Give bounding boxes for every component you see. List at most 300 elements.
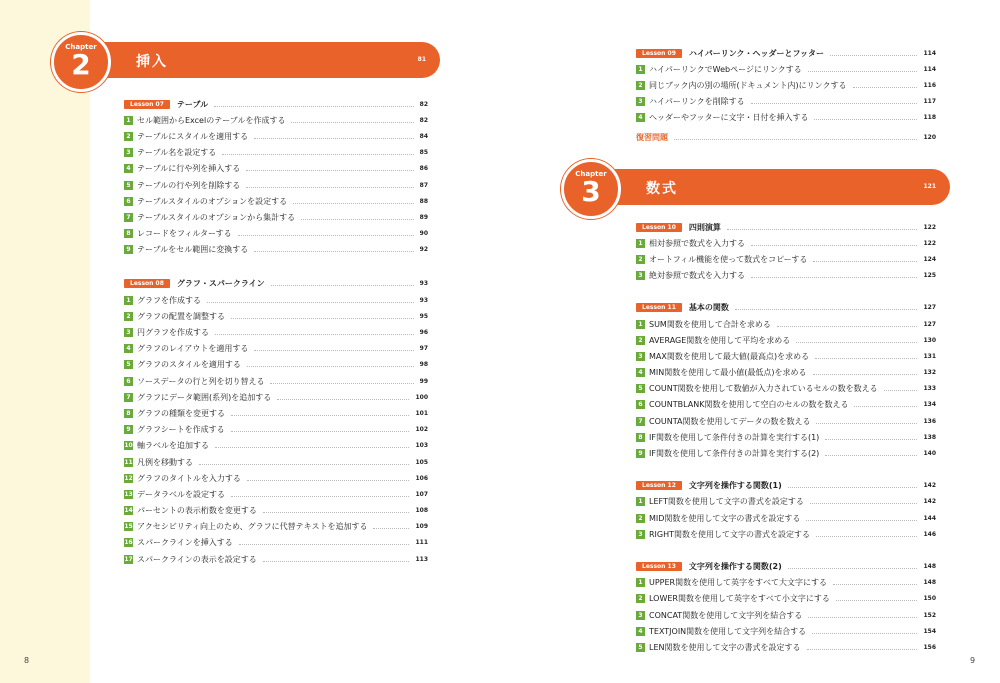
item-number-badge: 7 <box>124 213 133 222</box>
item-page: 101 <box>415 409 428 417</box>
dot-leader <box>231 415 409 416</box>
item-title: AVERAGE関数を使用して平均を求める <box>649 335 791 345</box>
toc-item[interactable] <box>636 365 936 381</box>
dot-leader <box>751 277 917 278</box>
item-title: パーセントの表示桁数を変更する <box>137 506 257 516</box>
item-title: ハイパーリンクを削除する <box>649 97 745 107</box>
item-number-badge: 16 <box>124 539 133 547</box>
toc-item[interactable] <box>124 503 428 519</box>
toc-item[interactable] <box>636 381 936 397</box>
lesson-title: 四則演算 <box>688 222 721 232</box>
lesson-07-section <box>124 96 428 258</box>
chapter-number: 3 <box>581 175 601 208</box>
item-page: 118 <box>923 114 936 122</box>
toc-item[interactable] <box>124 308 428 324</box>
toc-item[interactable] <box>124 209 428 225</box>
item-page: 117 <box>923 98 936 106</box>
item-page: 146 <box>923 530 936 538</box>
toc-item[interactable] <box>636 494 936 510</box>
item-title: UPPER関数を使用して英字をすべて大文字にする <box>649 578 827 588</box>
item-page: 90 <box>419 230 428 238</box>
item-title: 軸ラベルを追加する <box>137 441 209 451</box>
lesson-title: 文字列を操作する関数(1) <box>688 481 782 491</box>
dot-leader <box>806 520 917 521</box>
item-number-badge: 8 <box>124 409 133 418</box>
chapter-3-header <box>568 169 950 208</box>
chapter-3-badge <box>561 159 621 219</box>
item-number-badge: 10 <box>124 442 133 450</box>
item-page: 134 <box>923 401 936 409</box>
item-page: 84 <box>419 132 428 140</box>
item-page: 89 <box>419 213 428 221</box>
toc-item[interactable] <box>636 575 936 591</box>
item-number-badge: 17 <box>124 555 133 563</box>
item-title: RIGHT関数を使用して文字の書式を設定する <box>649 529 811 539</box>
item-number-badge: 3 <box>636 352 645 361</box>
toc-item[interactable] <box>636 61 936 77</box>
lesson-09-section <box>636 45 936 145</box>
item-title: テーブルをセル範囲に変換する <box>137 245 249 255</box>
item-number-badge: 2 <box>636 336 645 345</box>
item-page: 85 <box>419 149 428 157</box>
page-number-right: 9 <box>970 656 976 665</box>
dot-leader <box>836 600 918 601</box>
lesson-12-header[interactable] <box>636 478 936 494</box>
item-page: 156 <box>923 643 936 651</box>
item-number-badge: 4 <box>636 368 645 377</box>
item-number-badge: 1 <box>636 497 645 506</box>
dot-leader <box>199 464 409 465</box>
item-number-badge: 3 <box>636 611 645 620</box>
item-number-badge: 5 <box>124 181 133 190</box>
item-title: グラフを作成する <box>137 295 201 305</box>
item-title: グラフの種類を変更する <box>137 408 225 418</box>
item-title: IF関数を使用して条件付きの計算を実行する(2) <box>649 449 820 459</box>
item-title: グラフのレイアウトを適用する <box>137 344 249 354</box>
item-title: LEFT関数を使用して文字の書式を設定する <box>649 497 804 507</box>
lesson-badge: Lesson 10 <box>636 223 682 232</box>
toc-left-column <box>124 96 428 567</box>
item-number-badge: 2 <box>636 255 645 264</box>
lesson-13-header[interactable] <box>636 558 936 574</box>
item-page: 138 <box>923 433 936 441</box>
item-title: グラフのタイトルを入力する <box>137 473 241 483</box>
lesson-page: 127 <box>923 304 936 312</box>
item-page: 82 <box>419 116 428 124</box>
item-number-badge: 2 <box>636 514 645 523</box>
dot-leader <box>816 423 917 424</box>
item-page: 100 <box>415 393 428 401</box>
toc-item[interactable] <box>636 94 936 110</box>
dot-leader <box>751 245 917 246</box>
dot-leader <box>830 55 917 56</box>
dot-leader <box>291 122 413 123</box>
item-page: 131 <box>923 352 936 360</box>
item-page: 88 <box>419 197 428 205</box>
item-page: 122 <box>923 239 936 247</box>
review-entry[interactable] <box>636 129 936 145</box>
toc-item[interactable] <box>124 357 428 373</box>
lesson-11-section <box>636 300 936 462</box>
toc-item[interactable] <box>124 161 428 177</box>
dot-leader <box>825 439 917 440</box>
dot-leader <box>270 383 413 384</box>
item-title: COUNTBLANK関数を使用して空白のセルの数を数える <box>649 400 849 410</box>
toc-item[interactable] <box>124 438 428 454</box>
toc-right-top <box>636 45 936 145</box>
item-title: テーブルスタイルのオプションから集計する <box>137 212 296 222</box>
lesson-badge: Lesson 13 <box>636 562 682 571</box>
toc-item[interactable] <box>636 316 936 332</box>
dot-leader <box>207 302 414 303</box>
item-page: 102 <box>415 426 428 434</box>
toc-item[interactable] <box>636 429 936 445</box>
page-margin-strip <box>0 0 90 683</box>
dot-leader <box>263 561 410 562</box>
item-page: 152 <box>923 611 936 619</box>
dot-leader <box>239 544 410 545</box>
chapter-page: 81 <box>417 56 426 63</box>
toc-item[interactable] <box>636 268 936 284</box>
item-page: 116 <box>923 81 936 89</box>
item-page: 92 <box>419 246 428 254</box>
item-title: スパークラインの表示を設定する <box>137 554 257 564</box>
item-page: 124 <box>923 255 936 263</box>
lesson-page: 93 <box>419 280 428 288</box>
item-title: 同じブック内の別の場所(ドキュメント内)にリンクする <box>649 80 847 90</box>
item-title: ハイパーリンクでWebページにリンクする <box>649 64 802 74</box>
item-title: テーブルの行や列を削除する <box>137 180 241 190</box>
item-number-badge: 9 <box>124 425 133 434</box>
toc-item[interactable] <box>124 242 428 258</box>
toc-item[interactable] <box>636 332 936 348</box>
item-page: 103 <box>415 442 428 450</box>
lesson-page: 142 <box>923 482 936 490</box>
item-number-badge: 3 <box>636 530 645 539</box>
toc-item[interactable] <box>124 535 428 551</box>
dot-leader <box>293 203 413 204</box>
dot-leader <box>254 350 413 351</box>
toc-item[interactable] <box>124 486 428 502</box>
dot-leader <box>816 536 917 537</box>
item-title: COUNT関数を使用して数値が入力されているセルの数を数える <box>649 384 878 394</box>
toc-item[interactable] <box>124 226 428 242</box>
item-page: 130 <box>923 336 936 344</box>
lesson-11-header[interactable] <box>636 300 936 316</box>
dot-leader <box>271 285 414 286</box>
item-number-badge: 9 <box>124 245 133 254</box>
item-page: 106 <box>415 474 428 482</box>
dot-leader <box>247 366 414 367</box>
lesson-08-section <box>124 276 428 567</box>
dot-leader <box>825 455 917 456</box>
toc-item[interactable] <box>124 128 428 144</box>
lesson-title: テーブル <box>176 99 209 109</box>
lesson-page: 122 <box>923 223 936 231</box>
item-page: 93 <box>419 296 428 304</box>
dot-leader <box>788 487 918 488</box>
dot-leader <box>751 103 918 104</box>
item-title: アクセシビリティ向上のため、グラフに代替テキストを追加する <box>137 522 368 532</box>
item-number-badge: 6 <box>124 377 133 386</box>
item-page: 132 <box>923 369 936 377</box>
item-number-badge: 7 <box>124 393 133 402</box>
toc-item[interactable] <box>124 422 428 438</box>
item-title: セル範囲からExcelのテーブルを作成する <box>137 115 286 125</box>
item-number-badge: 5 <box>636 384 645 393</box>
item-title: グラフシートを作成する <box>137 425 225 435</box>
toc-item[interactable] <box>636 77 936 93</box>
toc-item[interactable] <box>636 235 936 251</box>
item-number-badge: 13 <box>124 490 133 498</box>
item-number-badge: 1 <box>636 65 645 74</box>
item-title: データラベルを設定する <box>137 489 225 499</box>
lesson-title: グラフ・スパークライン <box>176 279 265 289</box>
chapter-2-header <box>58 42 440 81</box>
lesson-title: ハイパーリンク・ヘッダーとフッター <box>688 48 824 58</box>
item-number-badge: 2 <box>636 594 645 603</box>
item-page: 154 <box>923 627 936 635</box>
chapter-2-badge <box>51 32 111 92</box>
item-title: COUNTA関数を使用してデータの数を数える <box>649 416 811 426</box>
dot-leader <box>814 119 917 120</box>
item-title: グラフの配置を調整する <box>137 311 225 321</box>
item-number-badge: 8 <box>636 433 645 442</box>
item-page: 107 <box>415 490 428 498</box>
item-title: テーブルスタイルのオプションを設定する <box>137 196 288 206</box>
toc-item[interactable] <box>124 470 428 486</box>
item-number-badge: 5 <box>636 643 645 652</box>
lesson-title: 文字列を操作する関数(2) <box>688 561 782 571</box>
chapter-title: 挿入 <box>136 54 168 70</box>
item-title: グラフにデータ範囲(系列)を追加する <box>137 392 272 402</box>
item-number-badge: 4 <box>124 164 133 173</box>
item-title: 凡例を移動する <box>137 457 193 467</box>
toc-item[interactable] <box>124 389 428 405</box>
item-page: 95 <box>419 312 428 320</box>
item-number-badge: 8 <box>124 229 133 238</box>
toc-item[interactable] <box>124 519 428 535</box>
item-number-badge: 6 <box>636 400 645 409</box>
toc-item[interactable] <box>124 373 428 389</box>
dot-leader <box>246 187 413 188</box>
item-page: 136 <box>923 417 936 425</box>
dot-leader <box>231 496 409 497</box>
lesson-badge: Lesson 08 <box>124 279 170 288</box>
item-number-badge: 2 <box>124 312 133 321</box>
item-title: グラフのスタイルを適用する <box>137 360 241 370</box>
dot-leader <box>884 390 918 391</box>
toc-item[interactable] <box>636 639 936 655</box>
item-number-badge: 5 <box>124 360 133 369</box>
item-title: IF関数を使用して条件付きの計算を実行する(1) <box>649 432 820 442</box>
chapter-page: 121 <box>923 183 936 190</box>
toc-right-column <box>636 219 936 656</box>
item-number-badge: 2 <box>636 81 645 90</box>
chapter-number: 2 <box>71 48 91 81</box>
item-title: SUM関数を使用して合計を求める <box>649 319 771 329</box>
dot-leader <box>812 633 917 634</box>
toc-item[interactable] <box>124 112 428 128</box>
dot-leader <box>808 617 917 618</box>
lesson-badge: Lesson 11 <box>636 303 682 312</box>
item-page: 97 <box>419 345 428 353</box>
item-page: 109 <box>415 523 428 531</box>
item-number-badge: 4 <box>636 113 645 122</box>
item-number-badge: 3 <box>124 328 133 337</box>
item-number-badge: 1 <box>636 239 645 248</box>
item-page: 105 <box>415 458 428 466</box>
dot-leader <box>214 106 413 107</box>
review-title: 復習問題 <box>636 132 668 142</box>
dot-leader <box>807 649 918 650</box>
review-page: 120 <box>923 133 936 141</box>
item-title: オートフィル機能を使って数式をコピーする <box>649 254 808 264</box>
lesson-10-header[interactable] <box>636 219 936 235</box>
item-page: 96 <box>419 329 428 337</box>
item-page: 133 <box>923 385 936 393</box>
dot-leader <box>833 584 918 585</box>
dot-leader <box>246 170 413 171</box>
item-page: 125 <box>923 272 936 280</box>
chapter-label: Chapter <box>575 170 607 178</box>
dot-leader <box>254 138 414 139</box>
item-number-badge: 12 <box>124 474 133 482</box>
lesson-09-header[interactable] <box>636 45 936 61</box>
item-title: ヘッダーやフッターに文字・日付を挿入する <box>649 113 809 123</box>
lesson-badge: Lesson 12 <box>636 481 682 490</box>
lesson-08-header[interactable] <box>124 276 428 292</box>
item-title: テーブル名を設定する <box>137 148 217 158</box>
item-number-badge: 1 <box>124 116 133 125</box>
item-page: 142 <box>923 498 936 506</box>
item-page: 113 <box>415 555 428 563</box>
item-title: LEN関数を使用して文字の書式を設定する <box>649 642 801 652</box>
item-title: 絶対参照で数式を入力する <box>649 271 745 281</box>
lesson-07-header[interactable] <box>124 96 428 112</box>
dot-leader <box>247 480 410 481</box>
item-number-badge: 11 <box>124 458 133 466</box>
page-number-left: 8 <box>24 656 30 665</box>
item-title: レコードをフィルターする <box>137 229 232 239</box>
dot-leader <box>215 447 409 448</box>
item-number-badge: 3 <box>636 97 645 106</box>
dot-leader <box>674 139 917 140</box>
item-title: 相対参照で数式を入力する <box>649 238 745 248</box>
item-number-badge: 7 <box>636 417 645 426</box>
dot-leader <box>815 358 917 359</box>
dot-leader <box>277 399 409 400</box>
item-title: スパークラインを挿入する <box>137 538 233 548</box>
toc-item[interactable] <box>636 607 936 623</box>
item-title: LOWER関数を使用して英字をすべて小文字にする <box>649 594 830 604</box>
item-number-badge: 1 <box>636 578 645 587</box>
item-title: MAX関数を使用して最大値(最高点)を求める <box>649 351 810 361</box>
item-title: テーブルにスタイルを適用する <box>137 131 249 141</box>
dot-leader <box>813 374 918 375</box>
item-page: 150 <box>923 595 936 603</box>
item-title: TEXTJOIN関数を使用して文字列を結合する <box>649 626 807 636</box>
item-number-badge: 3 <box>636 271 645 280</box>
item-page: 108 <box>415 507 428 515</box>
dot-leader <box>373 528 409 529</box>
toc-item[interactable] <box>636 623 936 639</box>
dot-leader <box>808 71 918 72</box>
toc-item[interactable] <box>124 324 428 340</box>
item-title: CONCAT関数を使用して文字列を結合する <box>649 610 803 620</box>
toc-item[interactable] <box>636 110 936 126</box>
item-page: 127 <box>923 320 936 328</box>
dot-leader <box>735 309 918 310</box>
item-title: ソースデータの行と列を切り替える <box>137 376 265 386</box>
toc-item[interactable] <box>636 348 936 364</box>
item-page: 87 <box>419 181 428 189</box>
toc-item[interactable] <box>124 292 428 308</box>
toc-item[interactable] <box>636 251 936 267</box>
chapter-title: 数式 <box>646 181 678 197</box>
dot-leader <box>215 334 414 335</box>
lesson-badge: Lesson 09 <box>636 49 682 58</box>
dot-leader <box>727 229 918 230</box>
dot-leader <box>796 342 917 343</box>
toc-item[interactable] <box>636 413 936 429</box>
dot-leader <box>222 154 413 155</box>
toc-item[interactable] <box>124 405 428 421</box>
lesson-title: 基本の関数 <box>688 303 729 313</box>
dot-leader <box>777 326 918 327</box>
item-page: 99 <box>419 377 428 385</box>
toc-item[interactable] <box>124 177 428 193</box>
dot-leader <box>263 512 410 513</box>
dot-leader <box>231 431 410 432</box>
lesson-10-section <box>636 219 936 284</box>
toc-item[interactable] <box>636 526 936 542</box>
toc-item[interactable] <box>636 591 936 607</box>
item-number-badge: 1 <box>636 320 645 329</box>
item-number-badge: 6 <box>124 197 133 206</box>
item-number-badge: 1 <box>124 296 133 305</box>
lesson-badge: Lesson 07 <box>124 100 170 109</box>
toc-item[interactable] <box>636 445 936 461</box>
dot-leader <box>854 406 917 407</box>
item-title: 円グラフを作成する <box>137 328 209 338</box>
item-number-badge: 9 <box>636 449 645 458</box>
dot-leader <box>238 235 414 236</box>
dot-leader <box>788 568 918 569</box>
item-number-badge: 4 <box>124 344 133 353</box>
chapter-label: Chapter <box>65 43 97 51</box>
lesson-page: 82 <box>419 100 428 108</box>
toc-item[interactable] <box>636 397 936 413</box>
item-number-badge: 2 <box>124 132 133 141</box>
toc-item[interactable] <box>124 193 428 209</box>
dot-leader <box>301 219 413 220</box>
dot-leader <box>254 251 413 252</box>
item-number-badge: 15 <box>124 523 133 531</box>
item-page: 140 <box>923 450 936 458</box>
item-page: 114 <box>923 65 936 73</box>
toc-item[interactable] <box>636 510 936 526</box>
item-title: テーブルに行や列を挿入する <box>137 164 241 174</box>
toc-item[interactable] <box>124 145 428 161</box>
lesson-13-section <box>636 558 936 655</box>
dot-leader <box>810 503 918 504</box>
toc-item[interactable] <box>124 341 428 357</box>
item-title: MID関数を使用して文字の書式を設定する <box>649 513 801 523</box>
toc-item[interactable] <box>124 454 428 470</box>
lesson-page: 148 <box>923 562 936 570</box>
toc-item[interactable] <box>124 551 428 567</box>
